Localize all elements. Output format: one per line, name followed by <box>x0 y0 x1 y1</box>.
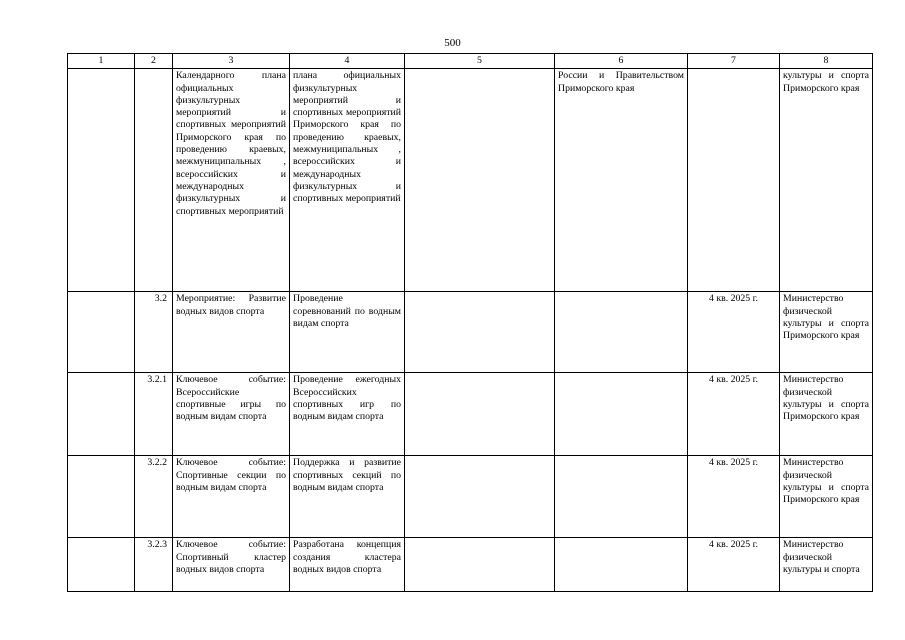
column-header-5: 5 <box>405 54 555 69</box>
table-row <box>68 69 873 292</box>
item-number: 3.2.1 <box>135 373 173 456</box>
page-number: 500 <box>444 37 461 49</box>
item-result: Проведение соревнований по водным видам спорта <box>290 292 405 373</box>
measures-table <box>67 53 873 592</box>
table-row <box>68 456 873 538</box>
item-basis <box>555 373 688 456</box>
item-basis: России и Правительством Приморского края <box>555 69 688 292</box>
column-header-8: 8 <box>780 54 873 69</box>
item-title: Ключевое событие: Спортивные секции по водным видам спорта <box>173 456 290 538</box>
item-result: Поддержка и развитие спортивных секций по водным видам спорта <box>290 456 405 538</box>
column-header-3: 3 <box>173 54 290 69</box>
column-header-4: 4 <box>290 54 405 69</box>
item-result: Разработана концепция создания кластера водных видов спорта <box>290 538 405 592</box>
cell-col1 <box>68 538 135 592</box>
item-responsible: Министерство физической культуры и спорта Приморского края <box>780 456 873 538</box>
column-header-2: 2 <box>135 54 173 69</box>
item-number: 3.2.2 <box>135 456 173 538</box>
cell-col1 <box>68 69 135 292</box>
item-responsible: культуры и спорта Приморского края <box>780 69 873 292</box>
cell-col5 <box>405 373 555 456</box>
item-result: Проведение ежегодных Всероссийских спортивных игр по водным видам спорта <box>290 373 405 456</box>
item-deadline <box>688 69 780 292</box>
column-header-1: 1 <box>68 54 135 69</box>
table-row <box>68 373 873 456</box>
item-responsible: Министерство физической культуры и спорта Приморского края <box>780 292 873 373</box>
column-header-7: 7 <box>688 54 780 69</box>
item-title: Мероприятие: Развитие водных видов спорта <box>173 292 290 373</box>
item-basis <box>555 456 688 538</box>
column-header-6: 6 <box>555 54 688 69</box>
cell-col1 <box>68 292 135 373</box>
item-deadline: 4 кв. 2025 г. <box>688 456 780 538</box>
item-number: 3.2 <box>135 292 173 373</box>
cell-col5 <box>405 538 555 592</box>
item-basis <box>555 538 688 592</box>
item-responsible: Министерство физической культуры и спорта <box>780 538 873 592</box>
cell-col5 <box>405 69 555 292</box>
item-title: Календарного плана официальных физкультурных мероприятий и спортивных мероприятий Приморского края по проведению краевых, межмуниципальных , всероссийских и международных физкультурных и спортивных мероприятий <box>173 69 290 292</box>
item-result: плана официальных физкультурных мероприятий и спортивных мероприятий Приморского края по проведению краевых, межмуниципальных , всероссийских и международных физкультурных и спортивных мероприятий <box>290 69 405 292</box>
item-basis <box>555 292 688 373</box>
item-title: Ключевое событие: Спортивный кластер водных видов спорта <box>173 538 290 592</box>
item-deadline: 4 кв. 2025 г. <box>688 373 780 456</box>
item-deadline: 4 кв. 2025 г. <box>688 538 780 592</box>
item-responsible: Министерство физической культуры и спорта Приморского края <box>780 373 873 456</box>
cell-col1 <box>68 456 135 538</box>
item-deadline: 4 кв. 2025 г. <box>688 292 780 373</box>
item-number <box>135 69 173 292</box>
item-number: 3.2.3 <box>135 538 173 592</box>
cell-col5 <box>405 456 555 538</box>
table-row <box>68 538 873 592</box>
column-number-row <box>68 54 873 69</box>
cell-col5 <box>405 292 555 373</box>
cell-col1 <box>68 373 135 456</box>
table-row <box>68 292 873 373</box>
item-title: Ключевое событие: Всероссийские спортивные игры по водным видам спорта <box>173 373 290 456</box>
